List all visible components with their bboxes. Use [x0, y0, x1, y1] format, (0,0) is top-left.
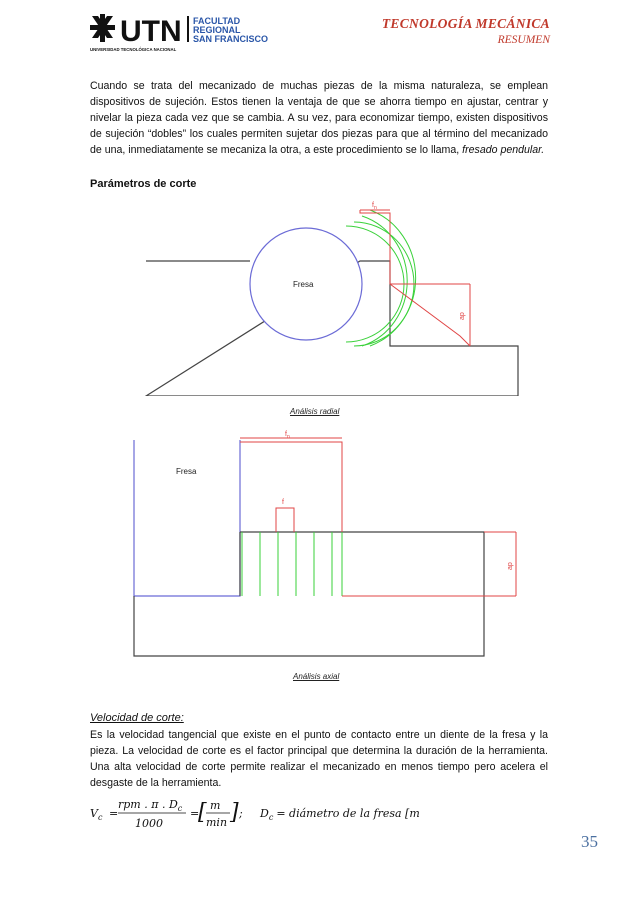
radial-caption: Análisis radial: [290, 407, 340, 416]
intro-text: Cuando se trata del mecanizado de muchas piezas de la misma naturaleza, se emplean dispositivos de sujeción. Estos tienen la ventaja de que se ahorra tiempo en ajustar, centrar y nivelar la pieza cada vez que se cambia. A su vez, para economizar tiempo, existen dispositivos de sujeción “dobles” los cuales permiten sujetar dos piezas para que al término del mecanizado de una, inmediatamente se mecaniza la otra, a este procedimiento se lo llama,: [90, 80, 548, 156]
logo-sub: UNIVERSIDAD TECNOLÓGICA NACIONAL: [90, 47, 177, 52]
cutting-speed-formula: [90, 797, 420, 834]
utn-logo: [90, 12, 280, 54]
intro-italic-term: fresado pendular.: [462, 144, 545, 156]
radial-analysis-figure: [90, 196, 530, 396]
logo-line3: SAN FRANCISCO: [193, 34, 269, 44]
axial-feed-outline: [240, 442, 516, 596]
logo-line1: FACULTAD: [193, 16, 241, 26]
axial-caption: Análisis axial: [293, 672, 340, 681]
fz-label: $f_n$: [372, 202, 377, 211]
unit-numerator: m: [210, 799, 221, 812]
velocity-paragraph: Es la velocidad tangencial que existe en el punto de contacto entre un diente de la fresa y la pieza. La velocidad de corte es el factor principal que determina la duración de la herramienta. Una alta velocidad de corte permite realizar el mecanizado en menos tiempo pero acelera el desgaste de la herramienta.: [90, 729, 548, 789]
formula-lhs: $V_c$: [90, 807, 103, 822]
f-label: f: [282, 499, 284, 506]
f-dimension: [276, 508, 294, 532]
axial-analysis-figure: [90, 428, 530, 668]
section-heading: Parámetros de corte: [90, 178, 197, 190]
cutter-label: Fresa: [293, 280, 314, 289]
cutter-outline: [134, 440, 240, 596]
svg-text:=: =: [109, 807, 119, 820]
course-subtitle: RESUMEN: [497, 34, 550, 46]
course-title: TECNOLOGÍA MECÁNICA: [381, 16, 550, 31]
formula-svg: [90, 797, 420, 831]
logo-line2: REGIONAL: [193, 25, 241, 35]
formula-denominator: 1000: [135, 817, 163, 830]
velocity-heading: Velocidad de corte:: [90, 712, 184, 724]
formula-numerator: rpm . π . $D_c$: [118, 798, 183, 813]
svg-text:[: [: [198, 800, 207, 825]
ap-label: ap: [459, 312, 466, 320]
svg-text:=: =: [190, 807, 200, 820]
axial-workpiece-outline: [134, 532, 484, 656]
svg-text:;: ;: [239, 807, 243, 820]
logo-utn-text: UTN: [120, 15, 182, 48]
page-number: 35: [581, 832, 598, 851]
utn-emblem-icon: [90, 14, 115, 42]
feed-profile: [360, 210, 470, 346]
intro-paragraph: [90, 78, 548, 158]
unit-denominator: min: [206, 816, 228, 829]
axial-ap-label: ap: [507, 562, 514, 570]
dc-definition: $D_c$ = diámetro de la fresa [mm]: [260, 807, 420, 822]
axial-tooth-passes: [242, 532, 342, 596]
axial-cutter-label: Fresa: [176, 467, 197, 476]
header-titles: [382, 16, 550, 46]
svg-text:]: ]: [230, 800, 239, 825]
fn-label: $f_n$: [285, 431, 290, 440]
